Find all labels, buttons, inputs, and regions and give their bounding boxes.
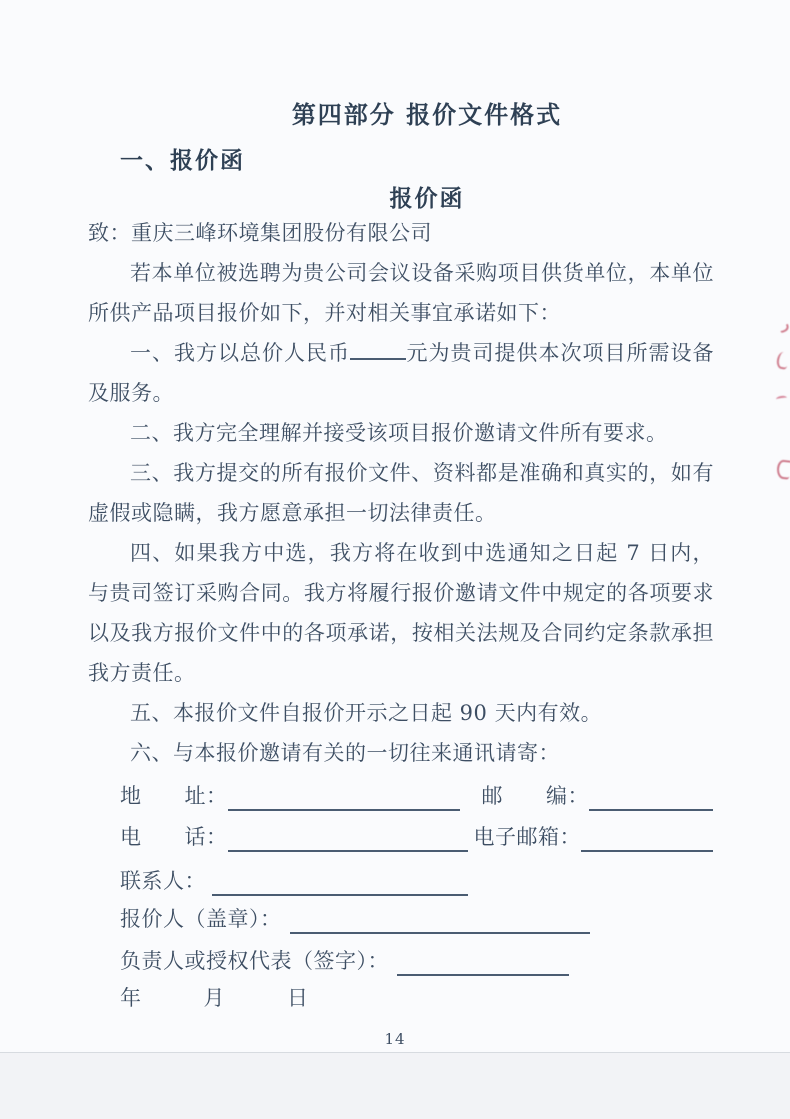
paragraph-item3: 三、我方提交的所有报价文件、资料都是准确和真实的，如有虚假或隐瞒，我方愿意承担一切法律责任。 — [88, 461, 714, 525]
address-blank-line — [228, 783, 460, 811]
red-stamp-fragment — [779, 324, 790, 333]
quoter-blank-line — [290, 906, 590, 934]
contact-row — [120, 860, 713, 896]
red-stamp-fragment — [776, 459, 790, 479]
salutation: 致：重庆三峰环境集团股份有限公司 — [88, 221, 432, 245]
phone-label: 电 话： — [120, 825, 228, 849]
red-stamp-fragment — [776, 351, 790, 370]
page-number: 14 — [384, 1030, 406, 1048]
postcode-blank-line — [589, 783, 713, 811]
paragraph-item5: 五、本报价文件自报价开示之日起 90 天内有效。 — [130, 701, 603, 725]
date-row — [120, 977, 713, 1013]
paragraph-intro: 若本单位被选聘为贵公司会议设备采购项目供货单位，本单位所供产品项目报价如下，并对相关事宜承诺如下： — [88, 261, 714, 325]
address-label: 地 址： — [120, 784, 228, 808]
amount-blank-line — [350, 339, 406, 360]
phone-blank-line — [228, 824, 468, 852]
contact-blank-line — [212, 868, 468, 896]
email-blank-line — [581, 824, 713, 852]
email-label: 电子邮箱： — [473, 825, 581, 849]
day-label: 日 — [287, 986, 309, 1010]
phone-row — [120, 816, 713, 852]
letter-heading: 报价函 — [389, 186, 465, 212]
section-heading: 一、报价函 — [120, 148, 245, 174]
item1-text-after: 元为贵司提供本次项目所需设备及服务。 — [88, 341, 714, 405]
month-label: 月 — [203, 986, 225, 1010]
quoter-label: 报价人（盖章）： — [120, 907, 282, 931]
paragraph-item4: 四、如果我方中选，我方将在收到中选通知之日起 7 日内，与贵司签订采购合同。我方将履行报价邀请文件中规定的各项要求以及我方报价文件中的各项承诺，按相关法规及合同约定条款承担我方责任。 — [88, 541, 714, 685]
address-row — [120, 775, 713, 811]
part-title: 第四部分 报价文件格式 — [291, 101, 563, 129]
paragraph-item6: 六、与本报价邀请有关的一切往来通讯请寄： — [130, 741, 560, 765]
paragraph-item2: 二、我方完全理解并接受该项目报价邀请文件所有要求。 — [130, 421, 668, 445]
representative-label: 负责人或授权代表（签字）： — [120, 949, 389, 973]
scanner-background — [0, 1053, 790, 1119]
representative-blank-line — [397, 948, 569, 976]
contact-label: 联系人： — [120, 869, 206, 893]
year-label: 年 — [120, 986, 142, 1010]
item1-text-before: 一、我方以总价人民币 — [130, 341, 350, 365]
letter-body — [88, 213, 714, 773]
postcode-label: 邮 编： — [481, 784, 589, 808]
representative-row — [120, 940, 713, 976]
paragraph-item1 — [88, 333, 714, 413]
quoter-row — [120, 898, 713, 934]
red-stamp-fragment — [776, 395, 788, 401]
